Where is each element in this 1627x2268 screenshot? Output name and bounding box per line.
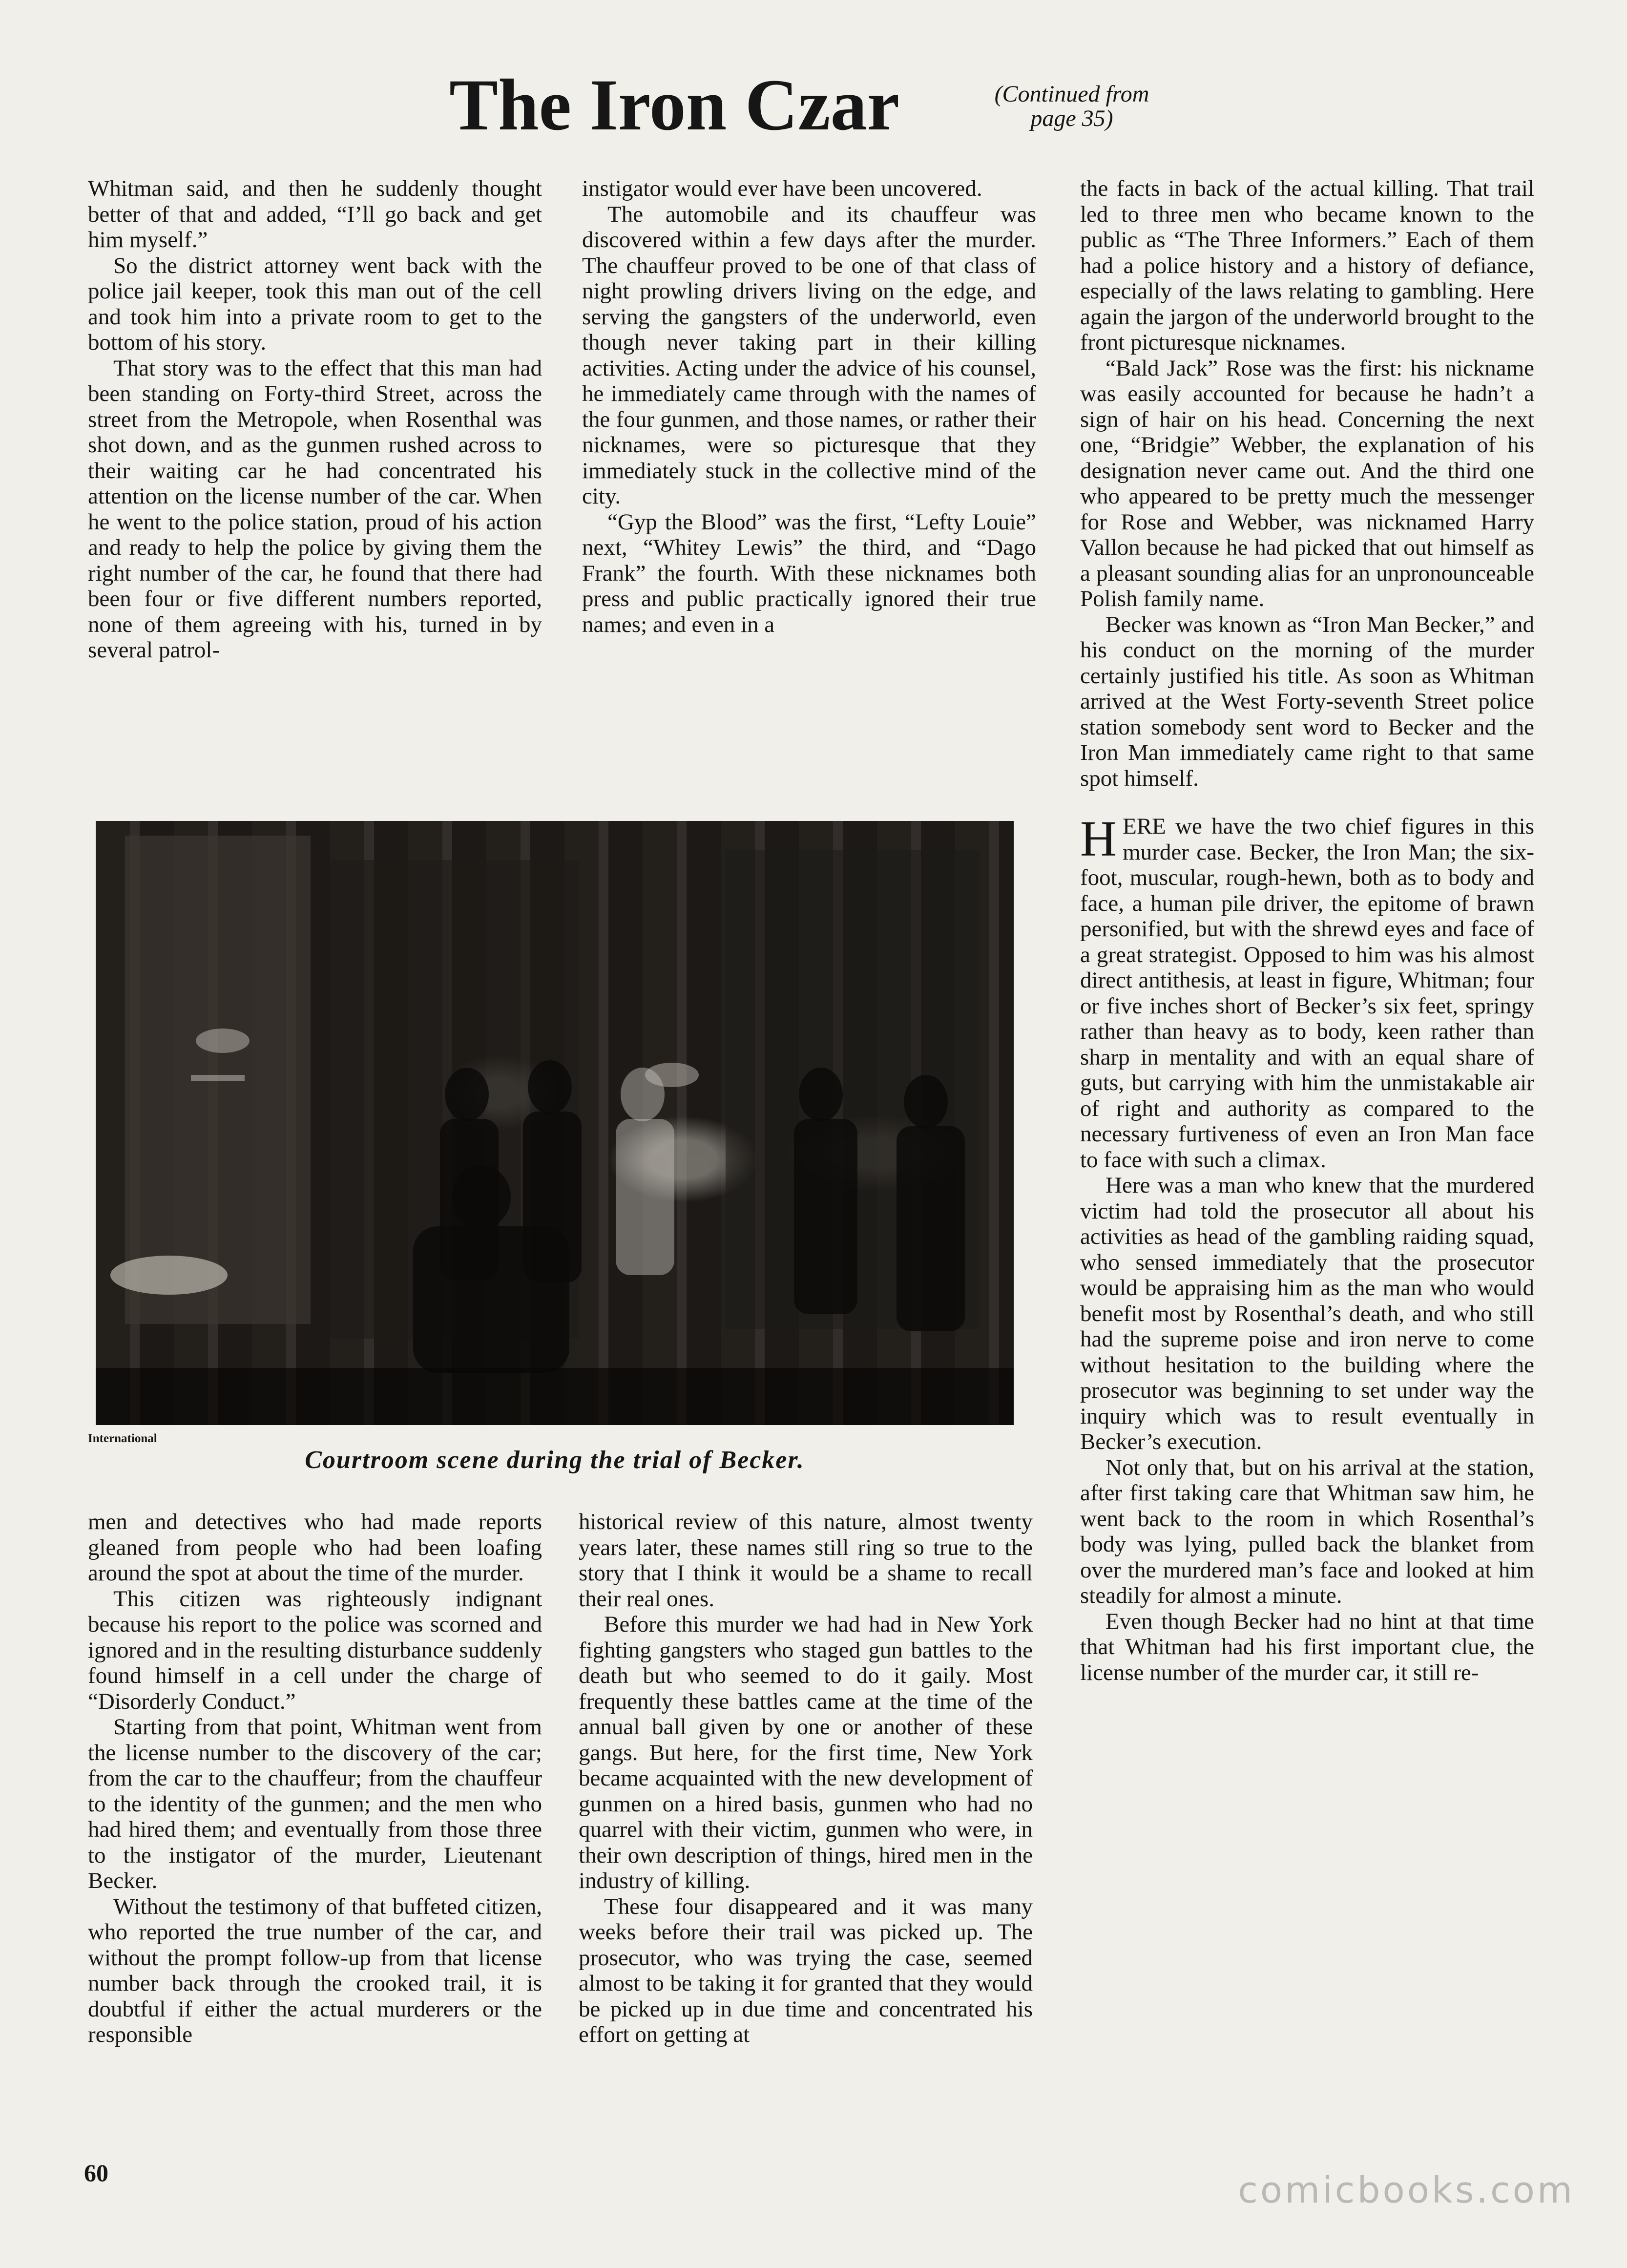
paragraph: Not only that, but on his arrival at the station, after first taking care that Whitman saw him, he went back to the room in which Rosenthal’s body was lying, pulled back the blanket from over the murdered man’s face and looked at him steadily for almost a minute. — [1080, 1454, 1534, 1608]
paragraph: Before this murder we had had in New York fighting gangsters who staged gun battles to the death but who seemed to do it gaily. Most frequently these battles came at the time of the annual ball given by one or another of these gangs. But here, for the first time, New York became acquainted with the new development of gunmen on a hired basis, gunmen who had no quarrel with their victim, gunmen who were, in their own description of things, hired men in the industry of killing. — [579, 1612, 1033, 1893]
column-bottom-middle — [579, 1509, 1033, 2127]
column-top-left — [88, 176, 542, 769]
paragraph: Without the testimony of that buffeted citizen, who reported the true number of the car, and without the prompt follow-up from that license number back through the crooked trail, it is doubtful if either the actual murderers or the responsible — [88, 1893, 542, 2047]
paragraph: Here was a man who knew that the murdered victim had told the prosecutor all about his activities as head of the gambling raiding squad, who sensed immediately that the prosecutor would be appraising him as the man who would benefit most by Rosenthal’s death, and who still had the supreme poise and iron nerve to come without hesitation to the building where the prosecutor was beginning to set under way the inquiry which was to result eventually in Becker’s execution. — [1080, 1173, 1534, 1454]
paragraph: The automobile and its chauffeur was discovered within a few days after the murder. The chauffeur proved to be one of that class of night prowling drivers living on the edge, and serving the gangsters of the underworld, even though never taking part in their killing activities. Acting under the advice of his counsel, he immediately came through with the names of the four gunmen, and those names, or rather their nicknames, were so picturesque that they immediately stuck in the collective mind of the city. — [582, 201, 1036, 509]
paragraph: Becker was known as “Iron Man Becker,” and his conduct on the morning of the murder certainly justified his title. As soon as Whitman arrived at the West Forty-seventh Street police station somebody sent word to Becker and the Iron Man immediately came right to that same spot himself. — [1080, 611, 1534, 791]
paragraph: Even though Becker had no hint at that time that Whitman had his first important clue, the license number of the murder car, it still re- — [1080, 1608, 1534, 1685]
paragraph: “Bald Jack” Rose was the first: his nickname was easily accounted for because he hadn’t a sign of hair on his head. Concerning the next one, “Bridgie” Webber, the explanation of his designation never came out. And the third one who appeared to be pretty much the messenger for Rose and Webber, was nicknamed Harry Vallon because he had picked that out himself as a pleasant sounding alias for an unpronounceable Polish family name. — [1080, 355, 1534, 611]
continued-line-2: page 35) — [1030, 105, 1113, 131]
paragraph: Starting from that point, Whitman went from the license number to the discovery of the car; from the car to the chauffeur; from the chauffeur to the identity of the gunmen; and the men who had hired them; and eventually from those three to the instigator of the murder, Lieutenant Becker. — [88, 1714, 542, 1893]
paragraph: historical review of this nature, almost twenty years later, these names still ring so true to the story that I think it would be a shame to recall their real ones. — [579, 1509, 1033, 1612]
paragraph: the facts in back of the actual killing. That trail led to three men who became known to the public as “The Three Informers.” Each of them had a police history and a history of defiance, especially of the laws relating to gambling. Here again the jargon of the underworld brought to the front picturesque nicknames. — [1080, 176, 1534, 355]
paragraph: instigator would ever have been uncovered. — [582, 176, 982, 201]
continued-line-1: (Continued from — [994, 81, 1149, 107]
paragraph: “Gyp the Blood” was the first, “Lefty Louie” next, “Whitey Lewis” the third, and “Dago Frank” the fourth. With these nicknames both press and public practically ignored their true names; and even in a — [582, 509, 1036, 637]
article-title: The Iron Czar — [449, 64, 900, 146]
courtroom-photo — [96, 821, 1014, 1425]
drop-cap-letter: H — [1080, 811, 1117, 867]
dropcap-text: ERE we have the two chief figures in this murder case. Becker, the Iron Man; the six-foot, muscular, rough-hewn, both as to body and face, a human pile driver, the epitome of brawn personified, but with the shrewd eyes and face of a great strategist. Opposed to him was his almost direct antithesis, at least in figure, Whitman; four or five inches short of Becker’s six feet, springy rather than heavy as to body, keen rather than sharp in mentality and with an equal share of guts, but carrying with him the unmistakable air of right and authority as compared to the necessary furtiveness of even an Iron Man face to face with such a climax. — [1080, 814, 1534, 1173]
courtroom-photo-illustration — [96, 821, 1014, 1425]
paragraph: This citizen was righteously indignant because his report to the police was scorned and ignored and in the resulting disturbance suddenly found himself in a cell under the charge of “Disorderly Conduct.” — [88, 1586, 542, 1714]
paragraph: men and detectives who had made reports gleaned from people who had been loafing around the spot at about the time of the murder. — [88, 1509, 542, 1586]
watermark: comicbooks.com — [1238, 2169, 1575, 2211]
paragraph: So the district attorney went back with the police jail keeper, took this man out of the cell and took him into a private room to get to the bottom of his story. — [88, 252, 542, 355]
paragraph: Whitman said, and then he suddenly thought better of that and added, “I’ll go back and get him myself.” — [88, 176, 542, 252]
column-right — [1080, 176, 1534, 2124]
continued-note — [960, 82, 1184, 131]
photo-caption: Courtroom scene during the trial of Becker. — [305, 1446, 805, 1474]
page-number: 60 — [84, 2159, 108, 2186]
paragraph: These four disappeared and it was many weeks before their trail was picked up. The prosecutor, who was trying the case, seemed almost to be taking it for granted that they would be picked up in due time and concentrated his effort on getting at — [579, 1893, 1033, 2047]
photo-credit: International — [88, 1432, 157, 1445]
paragraph: That story was to the effect that this man had been standing on Forty-third Street, across the street from the Metropole, when Rosenthal was shot down, and as the gunmen rushed across to their waiting car he had concentrated his attention on the license number of the car. When he went to the police station, proud of his action and ready to help the police by giving them the right number of the car, he found that there had been four or five different numbers reported, none of them agreeing with his, turned in by several patrol- — [88, 355, 542, 663]
paragraph-dropcap — [1080, 811, 1534, 1173]
column-bottom-left — [88, 1509, 542, 2127]
column-top-middle — [582, 176, 1036, 769]
